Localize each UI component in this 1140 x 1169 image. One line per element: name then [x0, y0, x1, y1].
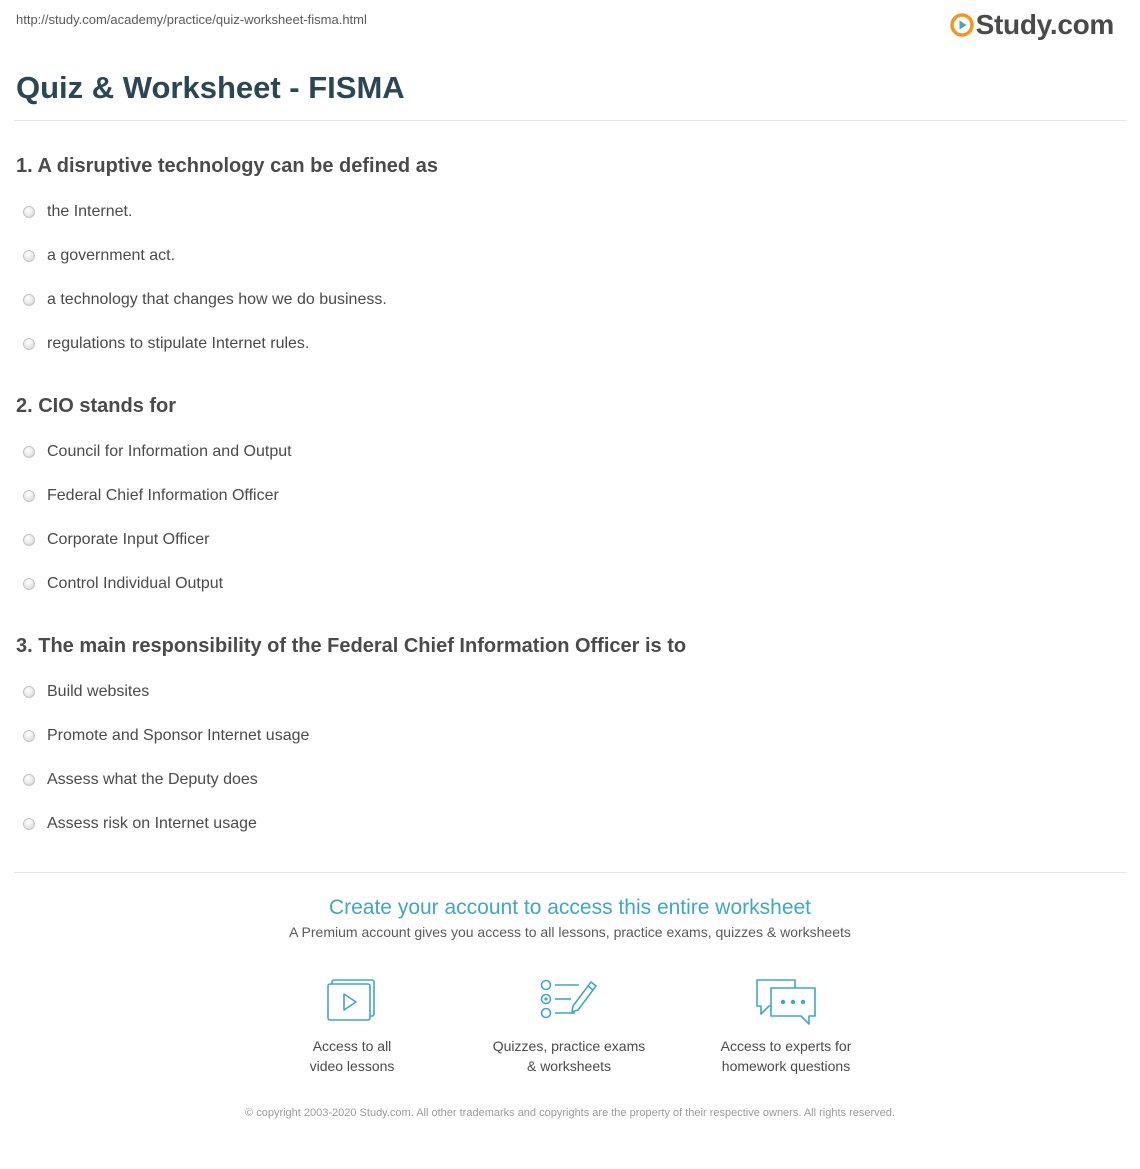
answer-label: Council for Information and Output — [47, 443, 292, 460]
answer-label: Build websites — [47, 683, 150, 700]
radio-button[interactable] — [23, 446, 35, 458]
radio-button[interactable] — [23, 730, 35, 742]
signup-cta — [0, 894, 1140, 940]
question-title: 1. A disruptive technology can be defined as — [16, 155, 438, 177]
answer-label: Federal Chief Information Officer — [47, 487, 279, 504]
answer-option[interactable] — [16, 278, 1124, 322]
feature-experts — [686, 976, 886, 1076]
feature-quizzes — [469, 976, 669, 1076]
divider — [14, 120, 1126, 121]
answer-label: Assess risk on Internet usage — [47, 815, 257, 832]
play-circle-icon — [950, 13, 974, 37]
answer-label: Control Individual Output — [47, 575, 224, 592]
answer-option[interactable] — [16, 758, 1124, 802]
divider — [14, 872, 1126, 873]
feature-text-line1: Access to experts for — [720, 1038, 852, 1054]
quiz-checklist-icon — [539, 976, 599, 1022]
answer-option[interactable] — [16, 234, 1124, 278]
top-bar — [16, 9, 1124, 42]
answer-label: a technology that changes how we do business. — [47, 291, 387, 308]
study-logo[interactable] — [950, 10, 1114, 40]
answer-option[interactable] — [16, 474, 1124, 518]
question-title: 3. The main responsibility of the Federal Chief Information Officer is to — [16, 635, 687, 657]
copyright-notice: © copyright 2003-2020 Study.com. All other trademarks and copyrights are the property of their respective owners. All rights reserved. — [245, 1107, 895, 1119]
feature-text-line1: Quizzes, practice exams — [492, 1038, 646, 1054]
video-lessons-icon — [326, 976, 378, 1022]
answer-option[interactable] — [16, 670, 1124, 714]
feature-video-lessons — [252, 976, 452, 1076]
radio-button[interactable] — [23, 578, 35, 590]
feature-text-line1: Access to all — [312, 1038, 392, 1054]
answer-label: Promote and Sponsor Internet usage — [47, 727, 310, 744]
answer-label: the Internet. — [47, 203, 133, 220]
radio-button[interactable] — [23, 250, 35, 262]
answer-option[interactable] — [16, 802, 1124, 846]
radio-button[interactable] — [23, 774, 35, 786]
answer-label: a government act. — [47, 247, 176, 264]
answer-option[interactable] — [16, 714, 1124, 758]
radio-button[interactable] — [23, 338, 35, 350]
answer-label: Corporate Input Officer — [47, 531, 210, 548]
feature-text-line2: homework questions — [721, 1058, 851, 1074]
feature-text-line2: & worksheets — [526, 1058, 612, 1074]
radio-button[interactable] — [23, 294, 35, 306]
radio-button[interactable] — [23, 686, 35, 698]
cta-link[interactable]: Create your account to access this entire worksheet — [328, 896, 812, 919]
question-title: 2. CIO stands for — [16, 395, 177, 417]
answer-option[interactable] — [16, 190, 1124, 234]
answer-option[interactable] — [16, 322, 1124, 366]
radio-button[interactable] — [23, 818, 35, 830]
answer-label: Assess what the Deputy does — [47, 771, 258, 788]
question-1 — [16, 152, 1124, 366]
page-title: Quiz & Worksheet - FISMA — [16, 70, 405, 105]
radio-button[interactable] — [23, 534, 35, 546]
logo-text: Study.com — [975, 9, 1114, 40]
radio-button[interactable] — [23, 206, 35, 218]
chat-bubbles-icon — [753, 976, 819, 1028]
radio-button[interactable] — [23, 490, 35, 502]
cta-subtitle: A Premium account gives you access to all lessons, practice exams, quizzes & worksheets — [289, 924, 851, 940]
feature-text-line2: video lessons — [309, 1058, 395, 1074]
question-2 — [16, 392, 1124, 606]
answer-option[interactable] — [16, 430, 1124, 474]
answer-option[interactable] — [16, 518, 1124, 562]
answer-label: regulations to stipulate Internet rules. — [47, 335, 310, 352]
answer-option[interactable] — [16, 562, 1124, 606]
page-url: http://study.com/academy/practice/quiz-worksheet-fisma.html — [16, 12, 367, 27]
question-3 — [16, 632, 1124, 846]
